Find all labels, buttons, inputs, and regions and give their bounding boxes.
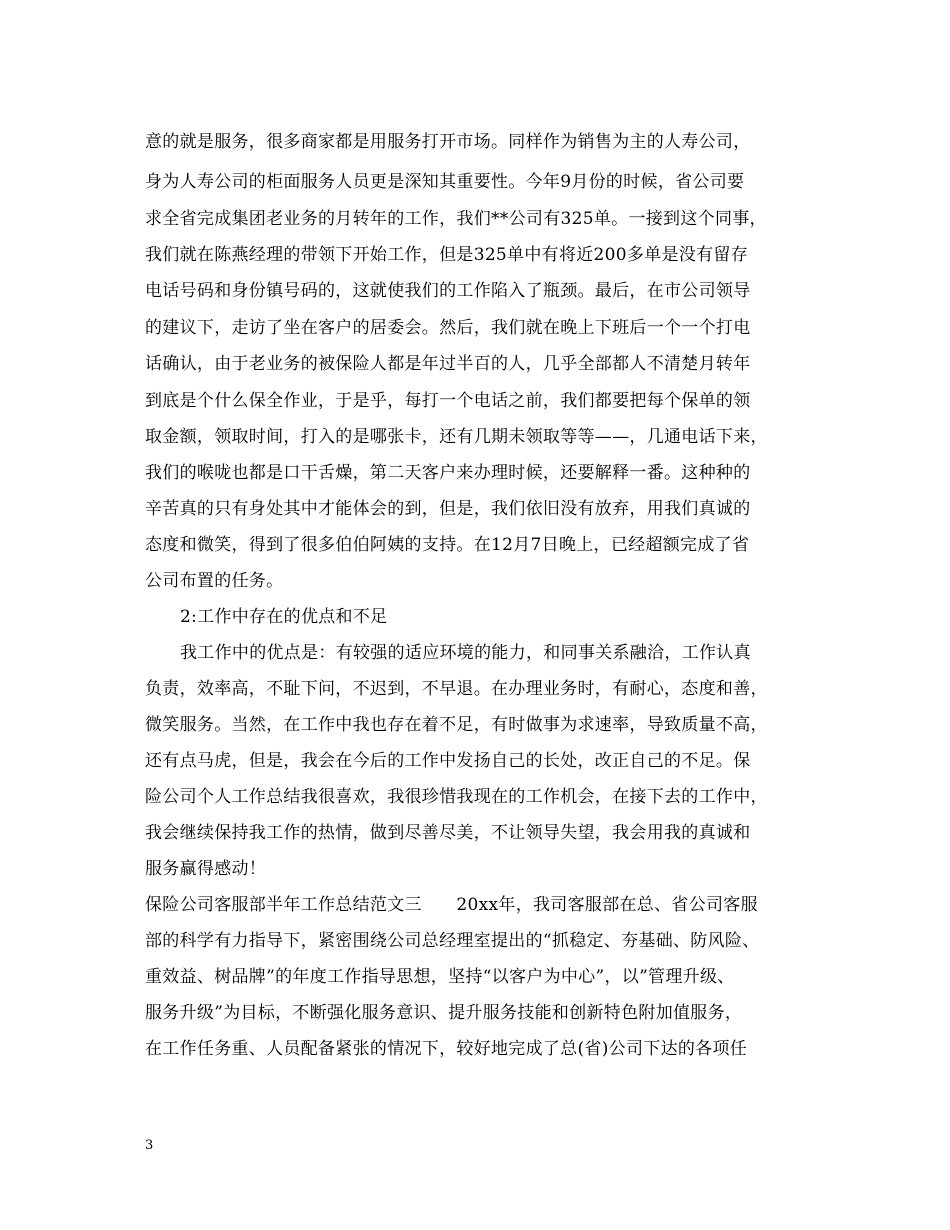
body-text-line: 公司布置的任务。 bbox=[145, 571, 284, 591]
body-text-line: 还有点马虎，但是，我会在今后的工作中发扬自己的长处，改正自己的不足。保 bbox=[145, 751, 751, 771]
body-text-line: 我会继续保持我工作的热情，做到尽善尽美，不让领导失望，我会用我的真诚和 bbox=[145, 823, 751, 843]
body-text-line: 保险公司客服部半年工作总结范文三 20xx年，我司客服部在总、省公司客服 bbox=[145, 895, 758, 915]
body-text-line: 服务升级”为目标，不断强化服务意识、提升服务技能和创新特色附加值服务， bbox=[145, 1003, 743, 1023]
body-text-line: 话确认，由于老业务的被保险人都是年过半百的人，几乎全部都人不清楚月转年 bbox=[145, 354, 751, 374]
section-heading: 2:工作中存在的优点和不足 bbox=[180, 607, 388, 627]
body-text-line: 求全省完成集团老业务的月转年的工作，我们**公司有325单。一接到这个同事， bbox=[145, 209, 767, 229]
body-text-line: 我们的喉咙也都是口干舌燥，第二天客户来办理时候，还要解释一番。这种种的 bbox=[145, 463, 751, 483]
body-text-line: 电话号码和身份镇号码的，这就使我们的工作陷入了瓶颈。最后，在市公司领导 bbox=[145, 281, 751, 301]
body-text-line: 我工作中的优点是：有较强的适应环境的能力，和同事关系融洽，工作认真 bbox=[180, 643, 751, 663]
body-text-line: 我们就在陈燕经理的带领下开始工作，但是325单中有将近200多单是没有留存 bbox=[145, 245, 748, 265]
body-text-line: 辛苦真的只有身处其中才能体会的到，但是，我们依旧没有放弃，用我们真诚的 bbox=[145, 499, 751, 519]
body-text-line: 险公司个人工作总结我很喜欢，我很珍惜我现在的工作机会，在接下去的工作中， bbox=[145, 787, 768, 807]
body-text-line: 意的就是服务，很多商家都是用服务打开市场。同样作为销售为主的人寿公司， bbox=[145, 132, 751, 152]
body-text-line: 身为人寿公司的柜面服务人员更是深知其重要性。今年9月份的时候，省公司要 bbox=[145, 172, 745, 192]
body-text-line: 重效益、树品牌”的年度工作指导思想，坚持“以客户为中心”，以”管理升级、 bbox=[145, 967, 735, 987]
body-text-line: 部的科学有力指导下，紧密围绕公司总经理室提出的“抓稳定、夯基础、防风险、 bbox=[145, 931, 760, 951]
body-text-line: 取金额，领取时间，打入的是哪张卡，还有几期未领取等等——，几通电话下来， bbox=[145, 427, 768, 447]
body-text-line: 负责，效率高，不耻下问，不迟到，不早退。在办理业务时，有耐心，态度和善， bbox=[145, 679, 768, 699]
body-text-line: 微笑服务。当然，在工作中我也存在着不足，有时做事为求速率，导致质量不高， bbox=[145, 715, 768, 735]
page-number: 3 bbox=[145, 1138, 154, 1153]
body-text-line: 在工作任务重、人员配备紧张的情况下，较好地完成了总(省)公司下达的各项任 bbox=[145, 1039, 748, 1059]
body-text-line: 的建议下，走访了坐在客户的居委会。然后，我们就在晚上下班后一个一个打电 bbox=[145, 318, 751, 338]
body-text-line: 服务赢得感动！ bbox=[145, 859, 267, 879]
body-text-line: 态度和微笑，得到了很多伯伯阿姨的支持。在12月7日晚上，已经超额完成了省 bbox=[145, 535, 750, 555]
body-text-line: 到底是个什么保全作业，于是乎，每打一个电话之前，我们都要把每个保单的领 bbox=[145, 391, 751, 411]
